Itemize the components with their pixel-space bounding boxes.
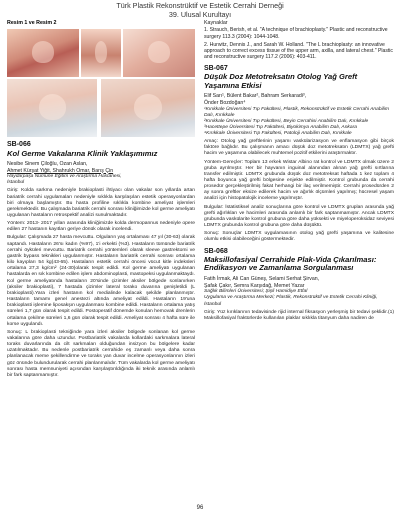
clinical-photo-4 — [7, 79, 97, 137]
affiliation-line: Uygulama ve Araştırma Merkezi; Plastik, Rekonstrüktif ve Estetik Cerrahi Kliniği, İstanbul — [204, 295, 378, 307]
figure-title: Resim 1 ve Resim 2 — [7, 20, 57, 26]
affiliation-line: İstanbul — [7, 180, 25, 186]
clinical-photo-3 — [123, 29, 195, 77]
references-heading: Kaynaklar — [204, 20, 228, 26]
paragraph: Amaç: Otolog yağ greftlerinin yaşamı vaskülarizasyon ve enflamasyon gibi birçok faktöre bağlıdır. Bu çalışmanın amacı düşük doz metotreksatın (LDMTX) yağ grefti hacim ve yaşamına olabilecek muhtemel pozitif etkilerini araştırmaktır. — [204, 139, 394, 157]
abstract-code: SB-068 — [204, 247, 228, 255]
clinical-photo-5 — [101, 79, 195, 137]
paragraph: Bulgular: Çalışmada 27 hasta mevcuttu. Olguların yaş ortalaması 47 yıl (30-63) olarak saptandı. Hastaların 26'sı kadın (%97), 1'i erkekti (%3). Hastaların tümünde bariatrik cerrahi öyküleri mevcuttu. Bariatrik cerrahi yöntemleri olarak sleeve gastrektomi ve gastrik bypass teknikleri uygulanmıştır. Hastaların bariatrik cerrahi sonrası ortalama kilo kayıpları 54 kg(43-65). Hastaların estetik cerrahi öncesi vücut kitle indeksleri ortalama 27,3 kg/cm² (24-30)olarak tespit edildi. Kol germe ameliyatı uygulanan hastalarda en sık kombine edilen işlem abdominoplasti, mastopeksi uygulanmaktaydı. Kol germe ameliyatında hastaların 20'sinde çizimler aksiler bölgede sonlanırken (aksiler brakioplasti), 7 hastada çizimler lateral torako duvarına genişletildi (L brakioplasti).Yara izleri hastanın kol medialinde kalacak şekilde planlanmıştır. Hastaların tamamı genel anestezi altında ameliyat edildi. Hastaların 19'una brakioplasti işlemine liposakşın uygulanması kombine edildi. Hastaların ortalama yatış süreleri 1,7 gün olarak tespit edildi. Postoperatif dönemde konulan hemovak drenlerin ortalama çekilme süreleri 1,6 gün olarak tespit edildi. Ameliyat sonrası 4 hafta süre ile korse uygulandı. — [7, 235, 195, 327]
reference-item: 2. Hurwitz, Dennis J., and Sarah W. Holland. "The L brachioplasty: an innovative approach to correct excess tissue of the upper arm, axilla, and lateral chest." Plastic and reconstructive surgery 117.2 (2006): 403-411. — [204, 41, 393, 61]
abstract-code: SB-066 — [7, 141, 31, 148]
header-line-1: Türk Plastik Rekonstrüktif ve Estetik Cerrahi Derneği — [116, 1, 284, 10]
abstract-body — [7, 188, 195, 379]
abstract-title: Düşük Doz Metotreksatın Otolog Yağ Greft Yaşamına Etkisi — [204, 71, 358, 90]
reference-item: 1. Strauch, Berish, et al. "A technique of brachioplasty." Plastic and reconstructive surgery 113.3 (2004): 1044-1048. — [204, 27, 388, 40]
affiliation-line: ¹Kırıkkale Üniversitesi Tıp Fakültesi, Plastik, Rekonstrüktif ve Estetik Cerrahi Anabilim Dalı, Kırıkkale — [204, 106, 389, 118]
page-header — [0, 2, 400, 19]
abstract-title: Maksillofasiyal Cerrahide Plak-Vida Çıkarılması: Endikasyon ve Zamanlama Sorgulanması — [204, 254, 377, 273]
clinical-photo-2 — [81, 29, 121, 77]
authors-line: Nesibe Sinem Çiloğlu, Ozan Aslan, — [7, 161, 88, 167]
left-column — [7, 20, 195, 381]
affiliation-line: Haydarpaşa Numune Eğitim ve Araştırma Hastanesi, — [7, 174, 122, 180]
paragraph: Bulgular: İstatistiksel analiz sonuçlarına göre kontrol ve LDMTX grupları arasında yağ grefti ağırlıkları ve hacimleri arasında anlamlı bir fark saptanmamıştır. Ancak LDMTX grubunda vaskülarite kontrol grubuna göre daha yüksekti ve miyeloperoksidaz seviyesi LDMTX grubunda kontrol grubuna göre daha düşüktü. — [204, 204, 394, 229]
affiliation-line: ⁴Kırıkkale Üniversitesi Tıp Fakültesi, Patoloji Anabilim Dalı, Kırıkkale — [204, 130, 352, 136]
affiliation — [204, 107, 394, 137]
abstract-code: SB-067 — [204, 64, 228, 72]
references — [204, 20, 394, 61]
affiliation — [204, 289, 394, 307]
right-column — [204, 20, 394, 324]
abstract-authors — [7, 161, 195, 174]
header-line-2: 39. Ulusal Kurultayı — [168, 9, 232, 19]
authors-line: Ahmet Kürşat Yiğit, Shahrukh Omar, Barış Çin — [7, 167, 114, 174]
abstract-authors — [204, 93, 394, 106]
page-number: 96 — [196, 505, 204, 511]
affiliation-line: Sağlık Bilimleri Üniversitesi; Şişli Hamidiye Etfal — [204, 289, 308, 295]
abstract-body — [204, 310, 394, 322]
paragraph: Yöntem: 2013- 2017 yılları arasında kliniğimizde kolda dermopannus nedeniyle opere edilen 27 hastanın kayıtları geriye dönük olarak incelendi. — [7, 221, 195, 233]
authors-line: Elif Sarı¹, Bülent Bakar², Bahram Serkaradi³, — [204, 93, 307, 100]
affiliation-line: ³Hacettepe Üniversitesi Tıp Fakültesi, Biyokimya Anabilim Dalı, Ankara — [204, 124, 357, 130]
authors-line: Fatih İrmak, Ali Can Güneş, Selami Serhat Şirvan, — [204, 276, 320, 283]
affiliation — [7, 174, 195, 186]
paragraph: Sonuç: L brakioplasti tekniğinde yara izleri aksiler bölgede sonlanan kol germe vakalarına göre daha uzundur. Postbariatrik vakalarda kollardaki sarkmalara lateral toraks duvarlarında da cilt sarkmaları olduğundan insizyon bu bölgelere kadar uzatılmaktadır. Bu nedenle postbariatrik cerrahide eş zamanlı veya daha sonra planlanacak meme şekillendirme ve toraks yan duvar incelme operasyonlarının izleri göz önünde bulundurularak cerrahi planlanmalıdır. Tüm vakalarda kol germe ameliyatı sonrası hasta memnuniyeti açısından karşılaştırıldığında iki teknik arasında anlamlı bir fark saptanmamıştır. — [7, 329, 195, 378]
abstract-title: Kol Germe Vakalarına Klinik Yaklaşımımız — [7, 149, 158, 158]
abstract-body — [204, 139, 394, 244]
authors-line: Şafak Çakır, Semra Karşıdağ, Memet Yazar — [204, 282, 305, 289]
authors-line: Önder Bozdoğan⁴ — [204, 99, 246, 106]
paragraph: Giriş: Kolda sarkma nedeniyle brakioplasti ihtiyacı olan vakalar son yıllarda artan bariatrik cerrahi uygulamaları nedeniyle sıklıkla karşılaşılan estetik operasyonlardan biri olmaya başlamıştır. Bu hasta profiline sıklıkla kombine ameliyat işlemleri gerekmektedir. Bu çalışmada bariatrik cerrahi sonrası kliniğimizde kol germe ameliyatı uygulanan hastaların retrospektif analizi sunulmaktadır. — [7, 188, 195, 218]
paragraph: Giriş: Yüz kırıklarının tedavisinde rijid internal fiksasyon yerleşmiş bir tedavi şeklidir.(1) Maksillofasiyal fraktürlerde kullanılan plaklar sıklıkla titanyum daha nadiren de — [204, 309, 394, 321]
paragraph: Yöntem-Gereçler: Toplam 13 erkek Wistar Albino rat kontrol ve LDMTX olmak üzere 2 gruba ayrılmıştır. Her bir hayvanın inguinal alanından alınan yağ grefti sırtlarına transfer edilmiştir. LDMTX grubunda düşük doz metotreksat haftada 1 kez toplam 4 hafta boyunca yağ grefti bölgesine enjekte edilmiştir. Kontrol grubunda da cerrahi prosedür gerçekleştirilmiş fakat herhangi bir ilaç verilmemiştir. Cerrahi prosedürden 2 ay sonra greftler eksize edilerek hacim ve ağırlık ölçümleri yapılmış; hücresel yaşam analizi için histopatolojik inceleme yapılmıştır. — [204, 159, 394, 202]
abstract-authors — [204, 276, 394, 289]
figure-panel — [7, 29, 195, 137]
clinical-photo-1 — [7, 29, 79, 77]
paragraph: Sonuç: Sonuçlar LDMTX uygulamasının otolog yağ grefti yaşamına ve kalitesine olumlu etkisi olabileceğini göstermektedir. — [204, 231, 394, 243]
affiliation-line: ²Kırıkkale Üniversitesi Tıp Fakültesi, Beyin Cerrahisi Anabilim Dalı, Kırıkkale — [204, 118, 369, 124]
